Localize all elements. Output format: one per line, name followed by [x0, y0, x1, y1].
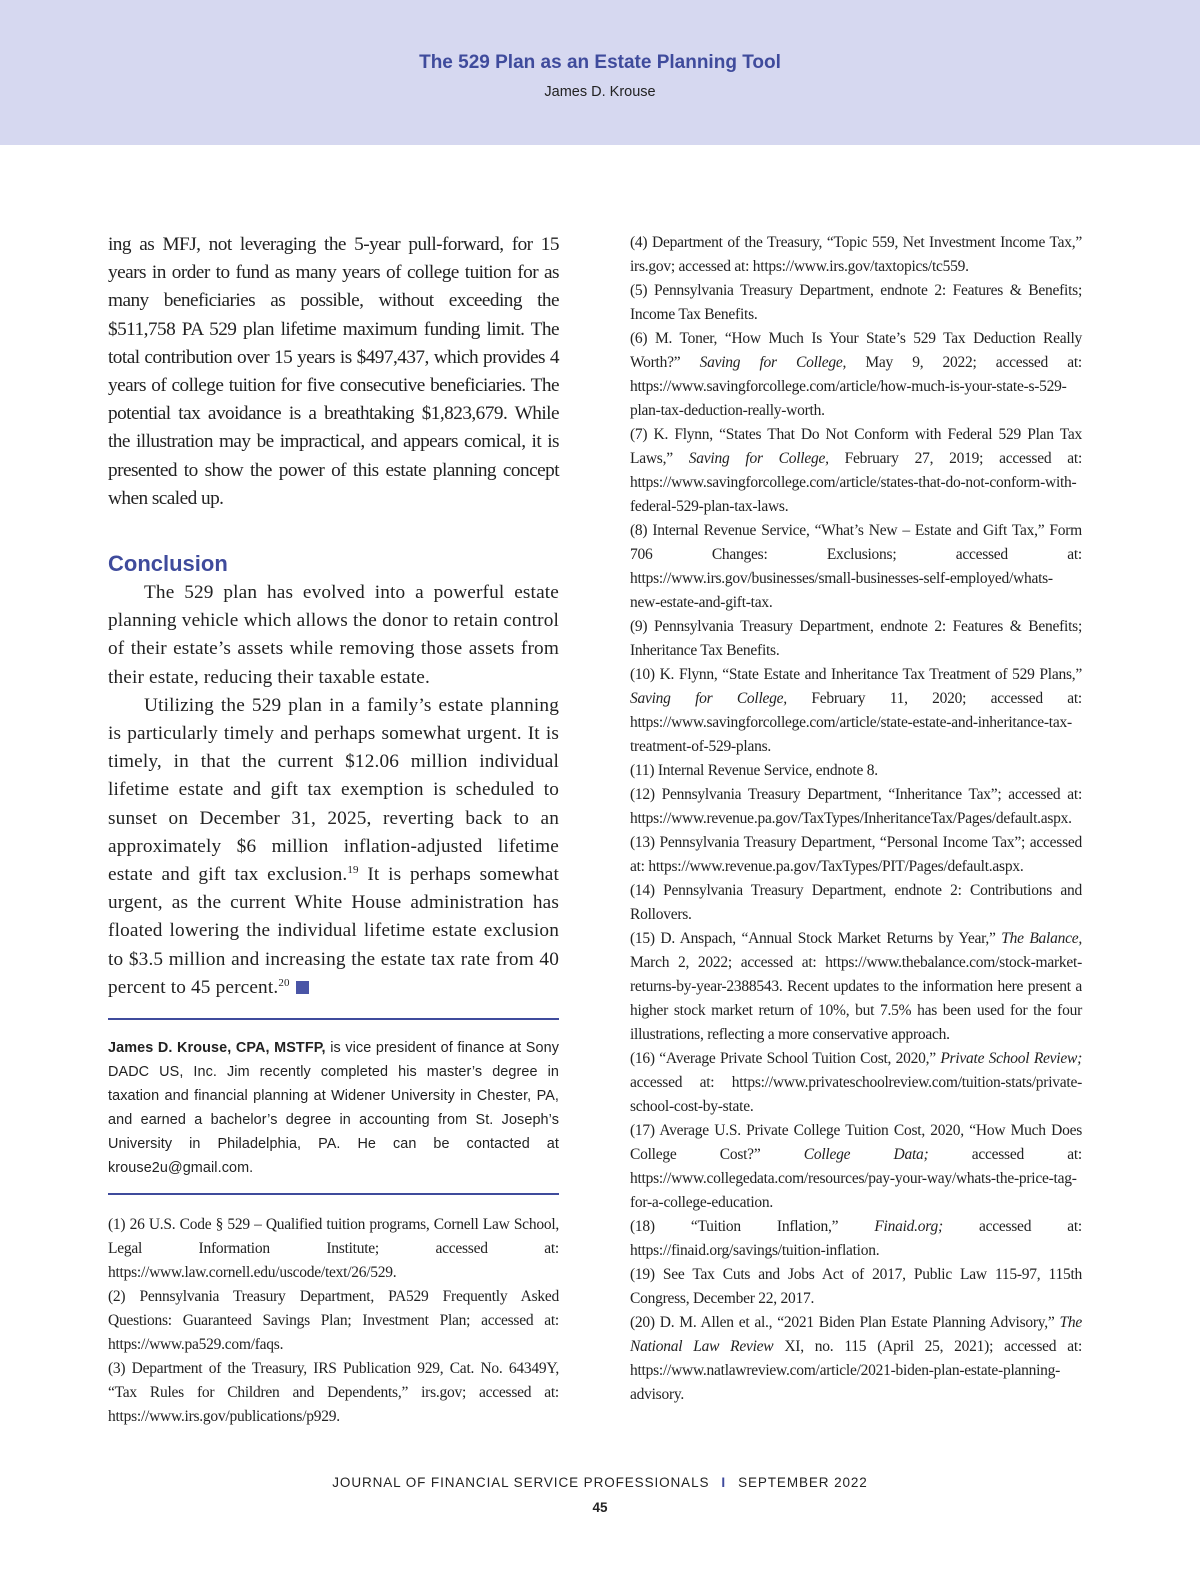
conclusion-heading: Conclusion [108, 551, 228, 577]
footer-separator: I [721, 1475, 727, 1490]
endnote [630, 927, 1082, 1047]
endnote [630, 615, 1082, 663]
endnote [630, 327, 1082, 423]
endnote-text: (15) D. Anspach, “Annual Stock Market Returns by Year,” [630, 930, 1002, 947]
endnote [630, 423, 1082, 519]
endnote-text: (1) 26 U.S. Code § 529 – Qualified tuition programs, Cornell Law School, Legal Information Institute; accessed at: https://www.law.cornell.edu/uscode/text/26/529. [108, 1216, 559, 1282]
endnote-text-cont: accessed at: https://www.privateschoolreview.com/tuition-stats/private-school-cost-by-state. [630, 1074, 1082, 1115]
endnote-text: (19) See Tax Cuts and Jobs Act of 2017, Public Law 115-97, 115th Congress, December 22, 2017. [630, 1266, 1082, 1307]
endnote [630, 519, 1082, 615]
endnote-source-title: Saving for College, [699, 354, 847, 371]
endnote-source-title: Saving for College, [688, 450, 829, 467]
endnote-source-title: The Balance, [1001, 930, 1082, 947]
endnote [108, 1357, 559, 1429]
endnote [630, 1047, 1082, 1119]
endnote-text: (13) Pennsylvania Treasury Department, “Personal Income Tax”; accessed at: https://www.revenue.pa.gov/TaxTypes/PIT/Pages/default.aspx. [630, 834, 1082, 875]
endnote-source-title: Finaid.org; [874, 1218, 943, 1235]
endnote-text: (18) “Tuition Inflation,” [630, 1218, 875, 1235]
endnote-text: (11) Internal Revenue Service, endnote 8. [630, 762, 878, 779]
endnote [630, 1263, 1082, 1311]
endnote-text-cont: accessed at: https://www.collegedata.com/resources/pay-your-way/whats-the-price-tag-for-a-college-education. [630, 1146, 1082, 1211]
page-number: 45 [592, 1500, 608, 1515]
endnote-text: (6) M. Toner, “How Much Is Your State’s 529 Tax Deduction Really Worth?” [630, 330, 1082, 371]
footer-issue-date: SEPTEMBER 2022 [738, 1475, 868, 1490]
endnote [630, 879, 1082, 927]
endnote-text-cont: May 9, 2022; accessed at: https://www.savingforcollege.com/article/how-much-is-your-state-s-529-plan-tax-deduction-really-worth. [630, 354, 1082, 419]
endnote [630, 783, 1082, 831]
conclusion-p2-text-b: It is perhaps somewhat urgent, as the current White House administration has floated lowering the individual lifetime estate exclusion to $3.5 million and increasing the estate tax rate from 40 percent to 45 percent. [108, 864, 560, 998]
endnote [630, 759, 1082, 783]
bio-text: is vice president of finance at Sony DADC US, Inc. Jim recently completed his master’s degree in taxation and financial planning at Widener University in Chester, PA, and earned a bachelor’s degree in accounting from St. Joseph’s University in Philadelphia, PA. He can be contacted at krouse2u@gmail.com. [108, 1040, 559, 1177]
endnote-text: (14) Pennsylvania Treasury Department, endnote 2: Contributions and Rollovers. [630, 882, 1082, 923]
endnote [108, 1285, 559, 1357]
endnote-text: (3) Department of the Treasury, IRS Publication 929, Cat. No. 64349Y, “Tax Rules for Children and Dependents,” irs.gov; accessed at: https://www.irs.gov/publications/p929. [108, 1360, 559, 1426]
header-band [0, 0, 1200, 145]
endnote [630, 279, 1082, 327]
endnote-text-cont: March 2, 2022; accessed at: https://www.thebalance.com/stock-market-returns-by-year-2388543. Recent updates to the information here present a higher stock market return of 10%, but 7.5% has been used for the four illustrations, reflecting a more conservative approach. [630, 954, 1082, 1043]
endnotes-right [630, 231, 1082, 1407]
conclusion-paragraph-1: The 529 plan has evolved into a powerful estate planning vehicle which allows the donor to retain control of their estate’s assets while removing those assets from their estate, reducing their taxable estate. [108, 582, 559, 688]
bio-name: James D. Krouse, CPA, MSTFP, [108, 1040, 326, 1057]
endnote-source-title: The National Law Review [630, 1314, 1082, 1355]
endnote-text-cont: accessed at: https://finaid.org/savings/tuition-inflation. [630, 1218, 1082, 1259]
endnote [108, 1213, 559, 1285]
endnote-text: (8) Internal Revenue Service, “What’s New – Estate and Gift Tax,” Form 706 Changes: Exclusions; accessed at: https://www.irs.gov/businesses/small-businesses-self-employed/whats-new-estate-and-gift-tax. [630, 522, 1082, 611]
endnote-source-title: College Data; [803, 1146, 929, 1163]
conclusion-p2-text-a: Utilizing the 529 plan in a family’s estate planning is particularly timely and perhaps somewhat urgent. It is timely, in that the current $12.06 million individual lifetime estate and gift tax exemption is scheduled to sunset on December 31, 2025, reverting back to an approximately $6 million inflation-adjusted lifetime estate and gift tax exclusion. [108, 694, 559, 886]
endnote-text: (12) Pennsylvania Treasury Department, “Inheritance Tax”; accessed at: https://www.revenue.pa.gov/TaxTypes/InheritanceTax/Pages/default.aspx. [630, 786, 1082, 827]
endnote [630, 1215, 1082, 1263]
endnote [630, 831, 1082, 879]
left-column [108, 231, 559, 1429]
conclusion-paragraph-2 [108, 692, 559, 1002]
footer-journal-name: JOURNAL OF FINANCIAL SERVICE PROFESSIONALS [332, 1475, 710, 1490]
endnote-text-cont: February 11, 2020; accessed at: https://www.savingforcollege.com/article/state-estate-and-inheritance-tax-treatment-of-529-plans. [630, 690, 1082, 755]
endnote-text: (5) Pennsylvania Treasury Department, endnote 2: Features & Benefits; Income Tax Benefits. [630, 282, 1082, 323]
endnote-text: (9) Pennsylvania Treasury Department, endnote 2: Features & Benefits; Inheritance Tax Benefits. [630, 618, 1082, 659]
endnote-text: (17) Average U.S. Private College Tuition Cost, 2020, “How Much Does College Cost?” [630, 1122, 1082, 1163]
endnote-ref-19[interactable]: 19 [347, 864, 359, 877]
endnote-text: (10) K. Flynn, “State Estate and Inheritance Tax Treatment of 529 Plans,” [630, 666, 1082, 683]
endnote-text-cont: February 27, 2019; accessed at: https://www.savingforcollege.com/article/states-that-do-not-conform-with-federal-529-plan-tax-laws. [630, 450, 1082, 515]
endnote [630, 231, 1082, 279]
endnote [630, 1119, 1082, 1215]
endnote-source-title: Private School Review; [940, 1050, 1082, 1067]
author-bio [108, 1020, 559, 1193]
endnote-text: (2) Pennsylvania Treasury Department, PA529 Frequently Asked Questions: Guaranteed Savings Plan; Investment Plan; accessed at: https://www.pa529.com/faqs. [108, 1288, 559, 1354]
article-title: The 529 Plan as an Estate Planning Tool [419, 52, 781, 73]
endnote-text: (4) Department of the Treasury, “Topic 559, Net Investment Income Tax,” irs.gov; accessed at: https://www.irs.gov/taxtopics/tc559. [630, 234, 1082, 275]
endnote-text-cont: XI, no. 115 (April 25, 2021); accessed at: https://www.natlawreview.com/article/2021-biden-plan-estate-planning-advisory. [630, 1338, 1082, 1403]
endnote-source-title: Saving for College, [630, 690, 787, 707]
endnote-ref-20[interactable]: 20 [278, 976, 290, 989]
endnote-text: (7) K. Flynn, “States That Do Not Conform with Federal 529 Plan Tax Laws,” [630, 426, 1082, 467]
endnotes-left [108, 1195, 559, 1429]
endnote-text: (20) D. M. Allen et al., “2021 Biden Plan Estate Planning Advisory,” [630, 1314, 1060, 1331]
end-of-article-mark [296, 981, 309, 994]
endnote [630, 1311, 1082, 1407]
footer-journal [0, 1475, 1200, 1490]
right-column [630, 231, 1082, 1407]
endnote [630, 663, 1082, 759]
intro-paragraph: ing as MFJ, not leveraging the 5-year pull-forward, for 15 years in order to fund as many years of college tuition for as many beneficiaries as possible, without exceeding the $511,758 PA 529 plan lifetime maximum funding limit. The total contribution over 15 years is $497,437, which provides 4 years of college tuition for five consecutive beneficiaries. The potential tax avoidance is a breathtaking $1,823,679. While the illustration may be impractical, and appears comical, it is presented to show the power of this estate planning concept when scaled up. [108, 234, 559, 509]
article-author: James D. Krouse [544, 84, 656, 100]
endnote-text: (16) “Average Private School Tuition Cost, 2020,” [630, 1050, 941, 1067]
